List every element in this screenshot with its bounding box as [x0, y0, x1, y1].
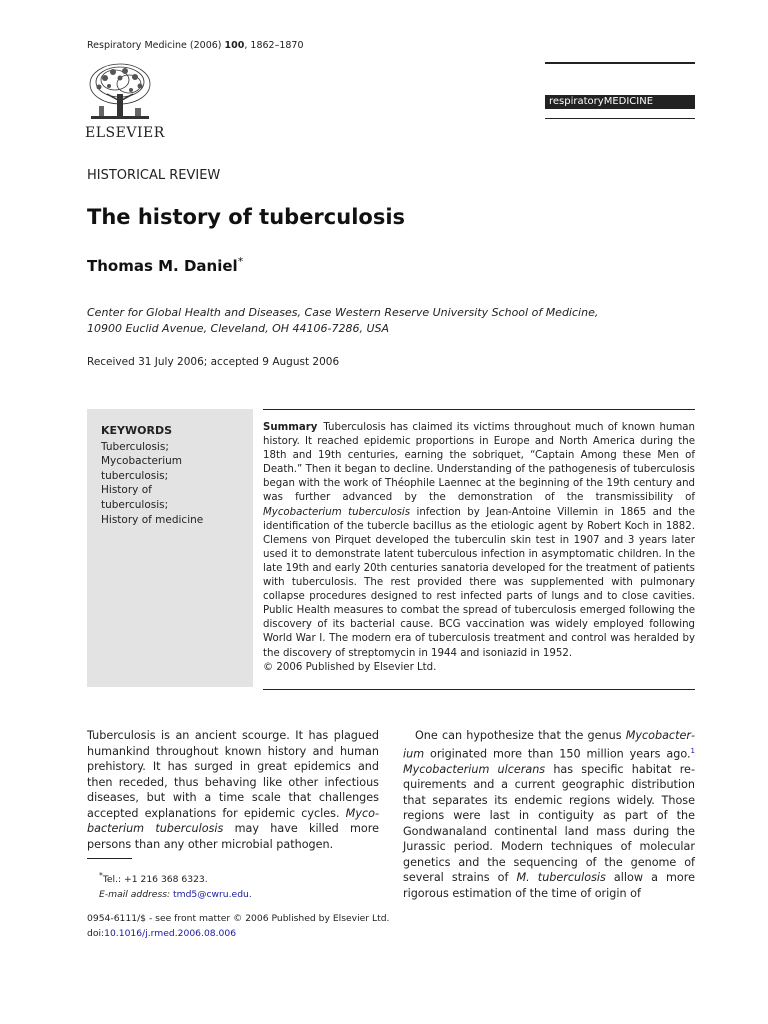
article-title: The history of tuberculosis [87, 205, 406, 229]
keyword-item: History of medicine [101, 513, 204, 526]
email-label: E-mail address: [99, 889, 171, 901]
header-rule-bottom [545, 118, 695, 119]
genus-name: Mycobacterium [403, 729, 695, 761]
summary-rule-top [263, 409, 695, 410]
journal-banner [545, 95, 695, 109]
keyword-item: History of tuberculosis; [101, 484, 169, 511]
author-affiliation [87, 305, 687, 337]
author-footnote-mark[interactable]: * [237, 255, 244, 268]
journal-prefix: respiratory [549, 96, 604, 107]
summary-copyright: © 2006 Published by Elsevier Ltd. [263, 661, 437, 673]
species-name: Mycobacterium ulcerans [403, 762, 546, 776]
abstract-summary: Summary Tuberculosis has claimed its victims throughout much of known human history. It reached epidemic proportions in Europe and North America during the 18th and 19th centuries, earning the sobriquet, “Captain Among these Men of Death.” Then it began to decline. Understanding of the pathogenesis of tuberculosis began with the work of Théophile Laennec at the beginning of the 19th century and was further advanced by the demonstration of the transmissibility of Mycobacterium tuberculosis infection by Jean-Antoine Villemin in 1865 and the identification of the tubercle bacillus as the etiologic agent by Robert Koch in 1882. Clemens von Pirquet developed the tuberculin skin test in 1907 and 3 years later used it to demonstrate latent tuberculous infection in asymptomatic children. In the late 19th and early 20th centuries sanatoria developed for the treatment of patients with tuberculosis. The rest provided there was supplemented with pulmonary collapse procedures designed to rest infected parts of lungs and to close cavities. Public Health measures to combat the spread of tuberculosis emerged following the discovery of its bacterial cause. BCG vaccination was widely employed following World War I. The modern era of tuberculosis treatment and control was heralded by the discovery of streptomycin in 1944 and isoniazid in 1952. © 2006 Published by Elsevier Ltd. [263, 422, 695, 673]
article-author [87, 255, 243, 275]
body-column-right: One can hypothesize that the genus Mycobacterium originated more than 150 million years ago.$^1$ Mycobacterium ulcerans has specific habitat requirements and a current geographic distribution that separates its endemic regions widely. Those regions were last in contiguity as part of the Gondwanaland continental land mass during the Jurassic period. Modern techniques of molecular genetics and the sequencing of the genome of several strains of M. tuberculosis allow a more rigorous estimation of the time of origin of [403, 729, 695, 900]
author-footnote [87, 868, 252, 902]
footnote-rule [87, 858, 132, 859]
elsevier-tree-icon [85, 60, 155, 124]
journal-citation [87, 40, 304, 51]
keyword-item: Tuberculosis; [101, 440, 169, 453]
received-dates: Received 31 July 2006; accepted 9 August 2006 [87, 356, 340, 368]
summary-rule-bottom [263, 689, 695, 690]
species-name: M. tuberculosis [516, 871, 606, 885]
keywords-heading: KEYWORDS [101, 424, 173, 437]
keyword-item: Mycobacterium tuberculosis; [101, 455, 183, 482]
citation-journal: Respiratory Medicine (2006) [87, 40, 222, 51]
affiliation-line: 10900 Euclid Avenue, Cleveland, OH 44106-7286, USA [87, 322, 390, 335]
front-matter-footer [87, 911, 389, 941]
author-name: Thomas M. Daniel [87, 257, 238, 275]
email-link[interactable]: tmd5@cwru.edu. [173, 889, 252, 901]
elsevier-logo [85, 60, 165, 141]
species-name: Mycobacterium tuberculosis [263, 506, 411, 518]
citation-volume: 100 [224, 40, 245, 51]
issn-line: 0954-6111/$ - see front matter © 2006 Published by Elsevier Ltd. [87, 913, 390, 924]
journal-suffix: MEDICINE [603, 96, 654, 107]
footnote-mark: * [99, 871, 103, 880]
header-rule-top [545, 62, 695, 64]
footnote-tel: Tel.: +1 216 368 6323. [102, 874, 208, 886]
species-name: Mycobacterium tuberculosis [87, 806, 379, 835]
affiliation-line: Center for Global Health and Diseases, Case Western Reserve University School of Medicine, [87, 306, 599, 319]
reference-link[interactable]: 1 [690, 746, 695, 755]
citation-pages: , 1862–1870 [244, 40, 304, 51]
article-section: HISTORICAL REVIEW [87, 168, 221, 183]
publisher-name: ELSEVIER [85, 125, 165, 141]
doi-link[interactable]: 10.1016/j.rmed.2006.08.006 [104, 928, 237, 939]
keywords-box [87, 409, 253, 687]
doi-label: doi: [87, 928, 105, 939]
summary-label: Summary [263, 422, 318, 433]
body-column-left: Tuberculosis is an ancient scourge. It has plagued humankind throughout known history and human prehistory. It has surged in great epidemics and then receded, thus behaving like other infectious diseases, but with a time scale that challenges accepted explanations for epidemic cycles. Mycobacterium tuberculosis may have killed more persons than any other microbial pathogen. [87, 729, 379, 851]
